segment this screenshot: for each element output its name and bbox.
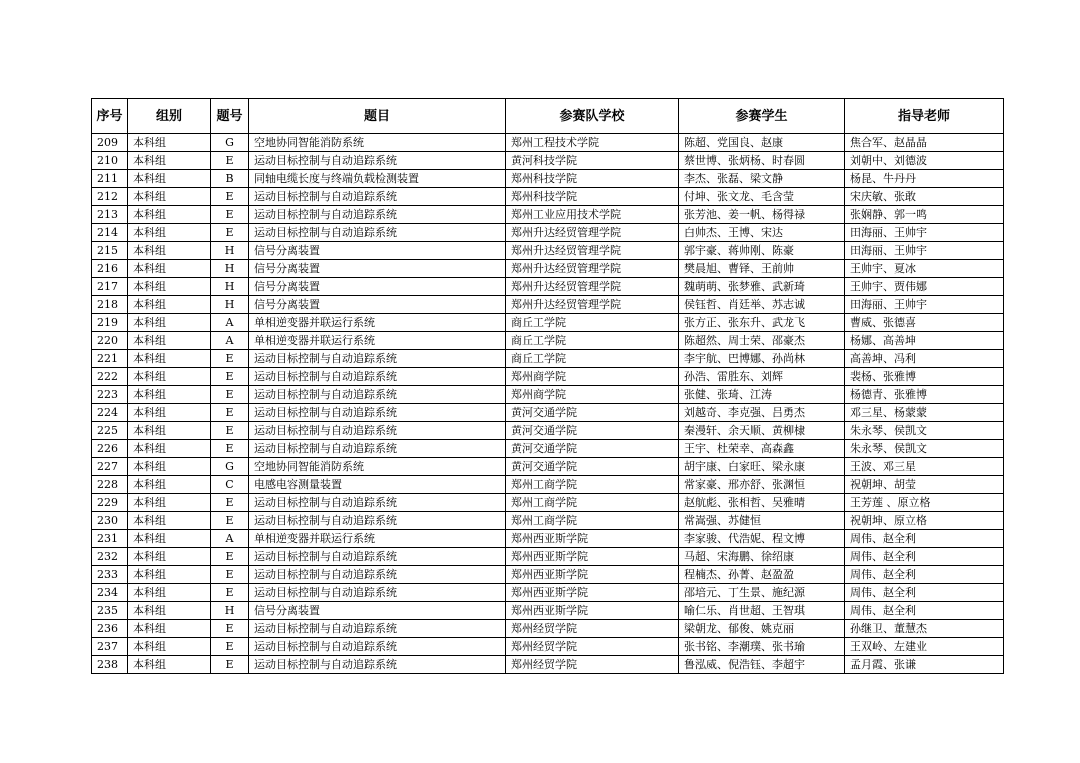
cell-group: 本科组 [128, 188, 211, 206]
cell-students: 蔡世博、张炳杨、时春圆 [679, 152, 845, 170]
cell-group: 本科组 [128, 476, 211, 494]
cell-no: 231 [92, 530, 128, 548]
table-row [92, 134, 1004, 152]
cell-topic: 运动目标控制与自动追踪系统 [249, 404, 506, 422]
cell-group: 本科组 [128, 458, 211, 476]
cell-code: H [211, 242, 249, 260]
cell-topic: 信号分离装置 [249, 260, 506, 278]
cell-code: A [211, 332, 249, 350]
cell-code: H [211, 296, 249, 314]
cell-group: 本科组 [128, 440, 211, 458]
cell-topic: 信号分离装置 [249, 278, 506, 296]
header-no: 序号 [92, 99, 128, 134]
cell-school: 商丘工学院 [506, 332, 679, 350]
table-row [92, 368, 1004, 386]
cell-students: 鲁泓威、倪浩钰、李超宇 [679, 656, 845, 674]
table-row [92, 170, 1004, 188]
cell-group: 本科组 [128, 170, 211, 188]
cell-students: 秦漫轩、余天顺、黄柳棣 [679, 422, 845, 440]
cell-teachers: 周伟、赵全利 [845, 530, 1004, 548]
cell-school: 郑州升达经贸管理学院 [506, 224, 679, 242]
cell-teachers: 张娴静、郭一鸣 [845, 206, 1004, 224]
cell-students: 常嵩强、苏健恒 [679, 512, 845, 530]
cell-topic: 运动目标控制与自动追踪系统 [249, 656, 506, 674]
cell-topic: 电感电容测量装置 [249, 476, 506, 494]
cell-school: 郑州西亚斯学院 [506, 530, 679, 548]
cell-topic: 运动目标控制与自动追踪系统 [249, 548, 506, 566]
cell-school: 郑州工商学院 [506, 494, 679, 512]
cell-students: 李杰、张磊、梁文静 [679, 170, 845, 188]
cell-topic: 运动目标控制与自动追踪系统 [249, 224, 506, 242]
cell-school: 郑州经贸学院 [506, 638, 679, 656]
table-row [92, 566, 1004, 584]
cell-no: 215 [92, 242, 128, 260]
header-row [92, 99, 1004, 134]
cell-code: E [211, 188, 249, 206]
table-row [92, 530, 1004, 548]
cell-no: 230 [92, 512, 128, 530]
cell-no: 210 [92, 152, 128, 170]
cell-no: 238 [92, 656, 128, 674]
cell-group: 本科组 [128, 512, 211, 530]
cell-school: 郑州科技学院 [506, 188, 679, 206]
cell-topic: 同轴电缆长度与终端负载检测装置 [249, 170, 506, 188]
table-row [92, 512, 1004, 530]
cell-topic: 信号分离装置 [249, 242, 506, 260]
cell-teachers: 王帅宇、贾伟娜 [845, 278, 1004, 296]
cell-code: E [211, 566, 249, 584]
cell-group: 本科组 [128, 278, 211, 296]
cell-no: 216 [92, 260, 128, 278]
cell-no: 209 [92, 134, 128, 152]
cell-group: 本科组 [128, 314, 211, 332]
table-row [92, 296, 1004, 314]
cell-school: 黄河交通学院 [506, 440, 679, 458]
table-row [92, 638, 1004, 656]
cell-school: 郑州西亚斯学院 [506, 602, 679, 620]
cell-school: 郑州经贸学院 [506, 620, 679, 638]
cell-teachers: 杨德青、张雅博 [845, 386, 1004, 404]
cell-code: A [211, 530, 249, 548]
cell-group: 本科组 [128, 584, 211, 602]
cell-students: 喻仁乐、肖世超、王智琪 [679, 602, 845, 620]
cell-group: 本科组 [128, 566, 211, 584]
cell-teachers: 孙继卫、董慧杰 [845, 620, 1004, 638]
table-row [92, 494, 1004, 512]
cell-topic: 运动目标控制与自动追踪系统 [249, 386, 506, 404]
cell-school: 郑州西亚斯学院 [506, 548, 679, 566]
cell-no: 220 [92, 332, 128, 350]
cell-teachers: 田海丽、王帅宇 [845, 224, 1004, 242]
cell-group: 本科组 [128, 134, 211, 152]
table-row [92, 620, 1004, 638]
cell-group: 本科组 [128, 296, 211, 314]
cell-code: E [211, 152, 249, 170]
table-row [92, 476, 1004, 494]
cell-no: 232 [92, 548, 128, 566]
cell-school: 郑州经贸学院 [506, 656, 679, 674]
cell-students: 常家豪、邢亦舒、张渊恒 [679, 476, 845, 494]
cell-school: 郑州升达经贸管理学院 [506, 260, 679, 278]
cell-students: 樊晨旭、曹铎、王前帅 [679, 260, 845, 278]
cell-topic: 运动目标控制与自动追踪系统 [249, 188, 506, 206]
cell-school: 郑州工商学院 [506, 476, 679, 494]
cell-students: 付坤、张文龙、毛含莹 [679, 188, 845, 206]
cell-topic: 运动目标控制与自动追踪系统 [249, 566, 506, 584]
cell-school: 黄河交通学院 [506, 422, 679, 440]
cell-code: H [211, 602, 249, 620]
cell-code: E [211, 656, 249, 674]
cell-topic: 信号分离装置 [249, 602, 506, 620]
cell-topic: 运动目标控制与自动追踪系统 [249, 638, 506, 656]
header-topic: 题目 [249, 99, 506, 134]
table-row [92, 584, 1004, 602]
cell-teachers: 刘朝中、刘德波 [845, 152, 1004, 170]
cell-no: 224 [92, 404, 128, 422]
cell-students: 张芳池、姜一帆、杨得禄 [679, 206, 845, 224]
table-row [92, 332, 1004, 350]
cell-code: H [211, 260, 249, 278]
table-row [92, 224, 1004, 242]
cell-school: 郑州西亚斯学院 [506, 566, 679, 584]
header-teachers: 指导老师 [845, 99, 1004, 134]
cell-group: 本科组 [128, 350, 211, 368]
cell-school: 郑州商学院 [506, 386, 679, 404]
cell-teachers: 王帅宇、夏冰 [845, 260, 1004, 278]
table-row [92, 188, 1004, 206]
table-row [92, 404, 1004, 422]
cell-no: 229 [92, 494, 128, 512]
cell-students: 李家骏、代浩妮、程文博 [679, 530, 845, 548]
cell-code: C [211, 476, 249, 494]
cell-topic: 单相逆变器并联运行系统 [249, 530, 506, 548]
cell-topic: 运动目标控制与自动追踪系统 [249, 368, 506, 386]
cell-code: E [211, 404, 249, 422]
table-row [92, 314, 1004, 332]
table-row [92, 260, 1004, 278]
cell-teachers: 高善坤、冯利 [845, 350, 1004, 368]
cell-code: E [211, 368, 249, 386]
cell-no: 217 [92, 278, 128, 296]
cell-no: 221 [92, 350, 128, 368]
cell-group: 本科组 [128, 656, 211, 674]
cell-group: 本科组 [128, 494, 211, 512]
cell-students: 陈超、党国良、赵康 [679, 134, 845, 152]
cell-teachers: 朱永琴、侯凯文 [845, 440, 1004, 458]
table-row [92, 350, 1004, 368]
cell-teachers: 田海丽、王帅宇 [845, 296, 1004, 314]
cell-students: 陈超然、周士荣、邵豪杰 [679, 332, 845, 350]
cell-topic: 单相逆变器并联运行系统 [249, 332, 506, 350]
cell-topic: 运动目标控制与自动追踪系统 [249, 440, 506, 458]
cell-school: 郑州商学院 [506, 368, 679, 386]
cell-no: 227 [92, 458, 128, 476]
cell-code: E [211, 422, 249, 440]
cell-students: 孙浩、雷胜东、刘辉 [679, 368, 845, 386]
cell-school: 商丘工学院 [506, 350, 679, 368]
cell-code: E [211, 386, 249, 404]
table-row [92, 152, 1004, 170]
cell-group: 本科组 [128, 242, 211, 260]
results-table [91, 98, 1004, 674]
cell-no: 214 [92, 224, 128, 242]
cell-no: 237 [92, 638, 128, 656]
cell-teachers: 邓三星、杨蒙蒙 [845, 404, 1004, 422]
cell-no: 222 [92, 368, 128, 386]
table-row [92, 440, 1004, 458]
cell-code: E [211, 638, 249, 656]
cell-school: 黄河交通学院 [506, 458, 679, 476]
cell-school: 郑州工业应用技术学院 [506, 206, 679, 224]
cell-group: 本科组 [128, 530, 211, 548]
table-row [92, 548, 1004, 566]
cell-code: G [211, 458, 249, 476]
cell-group: 本科组 [128, 386, 211, 404]
cell-school: 郑州科技学院 [506, 170, 679, 188]
cell-no: 235 [92, 602, 128, 620]
table-row [92, 242, 1004, 260]
cell-code: E [211, 512, 249, 530]
table-row [92, 278, 1004, 296]
cell-school: 郑州升达经贸管理学院 [506, 296, 679, 314]
cell-topic: 运动目标控制与自动追踪系统 [249, 152, 506, 170]
table-row [92, 458, 1004, 476]
table-body [92, 134, 1004, 674]
cell-no: 226 [92, 440, 128, 458]
cell-topic: 运动目标控制与自动追踪系统 [249, 620, 506, 638]
cell-no: 213 [92, 206, 128, 224]
cell-group: 本科组 [128, 422, 211, 440]
cell-students: 刘越奇、李克强、吕勇杰 [679, 404, 845, 422]
cell-students: 李宇航、巴博娜、孙尚林 [679, 350, 845, 368]
cell-students: 张健、张琦、江涛 [679, 386, 845, 404]
table-row [92, 206, 1004, 224]
cell-school: 郑州工程技术学院 [506, 134, 679, 152]
cell-teachers: 宋庆敏、张敢 [845, 188, 1004, 206]
cell-teachers: 裴杨、张雅博 [845, 368, 1004, 386]
cell-teachers: 杨娜、高善坤 [845, 332, 1004, 350]
cell-students: 程楠杰、孙菁、赵盈盈 [679, 566, 845, 584]
cell-code: E [211, 494, 249, 512]
table-row [92, 422, 1004, 440]
cell-students: 胡宇康、白家旺、梁永康 [679, 458, 845, 476]
cell-teachers: 周伟、赵全利 [845, 566, 1004, 584]
cell-topic: 运动目标控制与自动追踪系统 [249, 206, 506, 224]
cell-school: 郑州工商学院 [506, 512, 679, 530]
cell-group: 本科组 [128, 368, 211, 386]
cell-no: 223 [92, 386, 128, 404]
cell-students: 邵培元、丁生景、施纪源 [679, 584, 845, 602]
table-row [92, 602, 1004, 620]
cell-students: 梁朝龙、郁俊、姚克丽 [679, 620, 845, 638]
cell-school: 黄河科技学院 [506, 152, 679, 170]
cell-teachers: 王波、邓三星 [845, 458, 1004, 476]
cell-no: 211 [92, 170, 128, 188]
header-group: 组别 [128, 99, 211, 134]
cell-teachers: 王芳莲 、原立格 [845, 494, 1004, 512]
cell-group: 本科组 [128, 152, 211, 170]
cell-topic: 信号分离装置 [249, 296, 506, 314]
header-code: 题号 [211, 99, 249, 134]
cell-code: E [211, 224, 249, 242]
cell-topic: 运动目标控制与自动追踪系统 [249, 512, 506, 530]
cell-code: E [211, 206, 249, 224]
cell-school: 郑州西亚斯学院 [506, 584, 679, 602]
cell-code: E [211, 548, 249, 566]
table-row [92, 386, 1004, 404]
cell-no: 218 [92, 296, 128, 314]
cell-students: 王宇、杜荣幸、高森鑫 [679, 440, 845, 458]
cell-topic: 运动目标控制与自动追踪系统 [249, 494, 506, 512]
cell-students: 郭宇豪、蒋帅刚、陈豪 [679, 242, 845, 260]
cell-code: E [211, 584, 249, 602]
cell-group: 本科组 [128, 548, 211, 566]
cell-teachers: 田海丽、王帅宇 [845, 242, 1004, 260]
header-school: 参赛队学校 [506, 99, 679, 134]
cell-code: E [211, 440, 249, 458]
cell-teachers: 祝朝坤、胡莹 [845, 476, 1004, 494]
cell-no: 228 [92, 476, 128, 494]
cell-school: 商丘工学院 [506, 314, 679, 332]
cell-code: H [211, 278, 249, 296]
cell-group: 本科组 [128, 260, 211, 278]
cell-school: 郑州升达经贸管理学院 [506, 278, 679, 296]
cell-group: 本科组 [128, 206, 211, 224]
cell-group: 本科组 [128, 602, 211, 620]
cell-students: 张方正、张东升、武龙飞 [679, 314, 845, 332]
cell-code: B [211, 170, 249, 188]
cell-no: 234 [92, 584, 128, 602]
cell-group: 本科组 [128, 332, 211, 350]
cell-topic: 空地协同智能消防系统 [249, 134, 506, 152]
cell-teachers: 周伟、赵全利 [845, 584, 1004, 602]
cell-teachers: 杨昆、牛丹丹 [845, 170, 1004, 188]
cell-no: 236 [92, 620, 128, 638]
cell-students: 马超、宋海鹏、徐绍康 [679, 548, 845, 566]
cell-school: 黄河交通学院 [506, 404, 679, 422]
cell-code: A [211, 314, 249, 332]
cell-teachers: 周伟、赵全利 [845, 548, 1004, 566]
cell-teachers: 焦合军、赵晶晶 [845, 134, 1004, 152]
cell-code: E [211, 620, 249, 638]
cell-group: 本科组 [128, 224, 211, 242]
cell-topic: 运动目标控制与自动追踪系统 [249, 584, 506, 602]
cell-topic: 单相逆变器并联运行系统 [249, 314, 506, 332]
cell-teachers: 王双岭、左建业 [845, 638, 1004, 656]
cell-group: 本科组 [128, 620, 211, 638]
cell-topic: 运动目标控制与自动追踪系统 [249, 422, 506, 440]
cell-group: 本科组 [128, 638, 211, 656]
cell-students: 赵航彪、张相哲、吴雅晴 [679, 494, 845, 512]
cell-school: 郑州升达经贸管理学院 [506, 242, 679, 260]
cell-group: 本科组 [128, 404, 211, 422]
cell-topic: 运动目标控制与自动追踪系统 [249, 350, 506, 368]
cell-teachers: 周伟、赵全利 [845, 602, 1004, 620]
cell-code: E [211, 350, 249, 368]
cell-no: 219 [92, 314, 128, 332]
table-row [92, 656, 1004, 674]
cell-teachers: 祝朝坤、原立格 [845, 512, 1004, 530]
cell-code: G [211, 134, 249, 152]
cell-students: 魏萌萌、张梦雅、武新琦 [679, 278, 845, 296]
cell-no: 212 [92, 188, 128, 206]
cell-no: 225 [92, 422, 128, 440]
cell-teachers: 曹威、张德喜 [845, 314, 1004, 332]
cell-students: 白帅杰、王博、宋达 [679, 224, 845, 242]
cell-students: 侯钰哲、肖廷举、苏志诚 [679, 296, 845, 314]
cell-teachers: 朱永琴、侯凯文 [845, 422, 1004, 440]
cell-no: 233 [92, 566, 128, 584]
cell-teachers: 孟月霞、张谦 [845, 656, 1004, 674]
header-students: 参赛学生 [679, 99, 845, 134]
cell-students: 张书铭、李潮璞、张书瑜 [679, 638, 845, 656]
cell-topic: 空地协同智能消防系统 [249, 458, 506, 476]
